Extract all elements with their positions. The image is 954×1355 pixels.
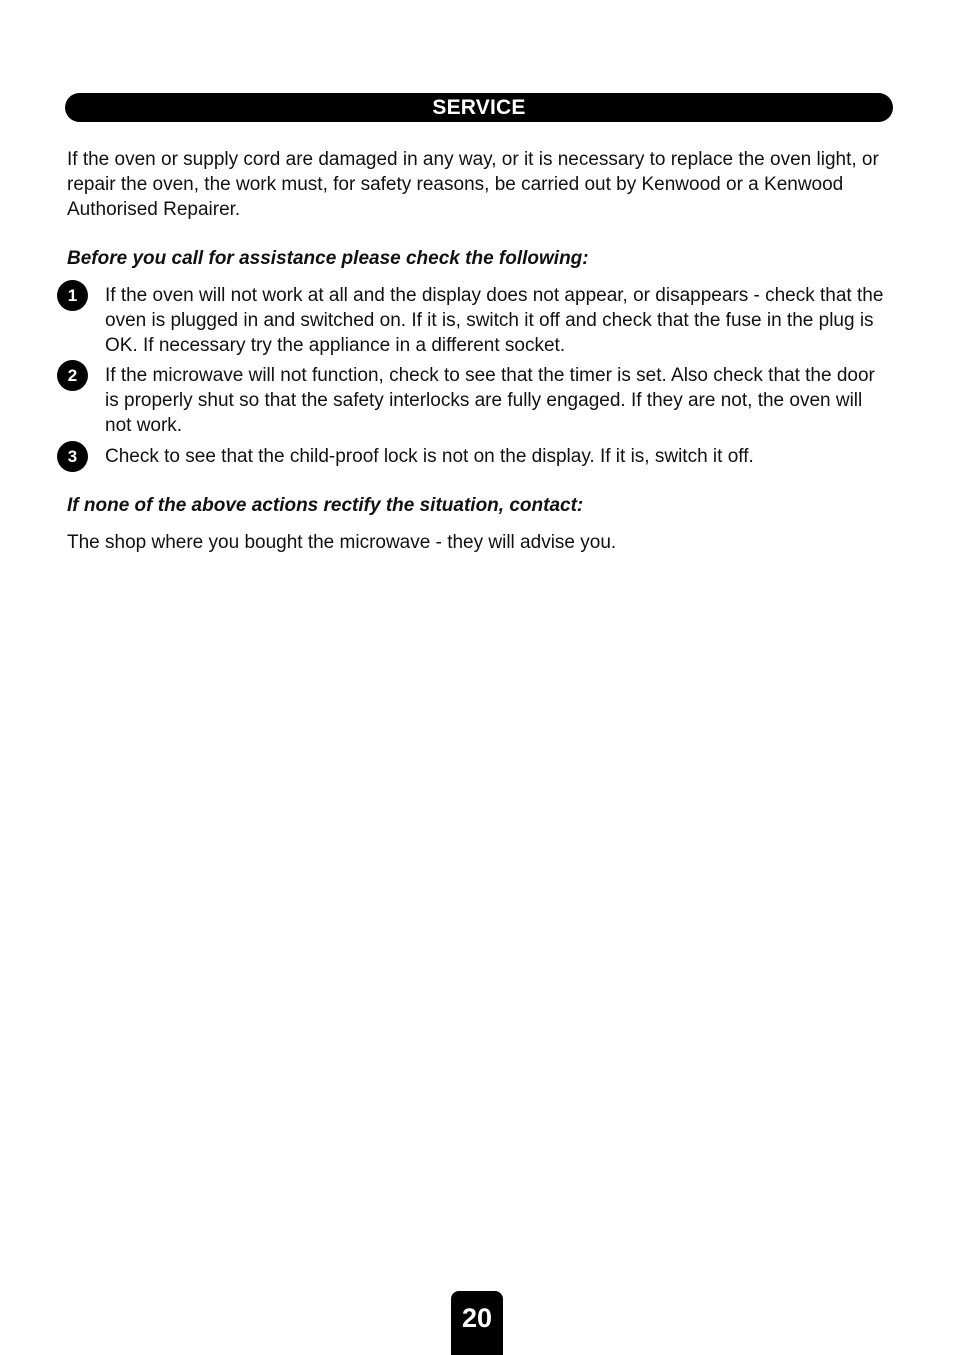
checklist-item-text: If the microwave will not function, check to see that the timer is set. Also check that the door is properly shut so that the safety interlocks are fully engaged. If they are not, the oven will not work. [105,365,875,436]
contact-paragraph: The shop where you bought the microwave - they will advise you. [67,532,617,553]
checklist-item [57,283,893,358]
section-header-bar [65,93,893,122]
section-title: SERVICE [432,95,526,119]
page-number-tab [451,1291,503,1355]
intro-paragraph: If the oven or supply cord are damaged in any way, or it is necessary to replace the oven light, or repair the oven, the work must, for safety reasons, be carried out by Kenwood or a Kenwood Authorised Repairer. [67,149,879,220]
checklist-heading: Before you call for assistance please check the following: [67,248,589,269]
checklist-item-text: Check to see that the child-proof lock is not on the display. If it is, switch it off. [105,446,754,467]
number-badge: 3 [57,441,88,472]
checklist-item-text: If the oven will not work at all and the display does not appear, or disappears - check that the oven is plugged in and switched on. If it is, switch it off and check that the fuse in the plug is OK. If necessary try the appliance in a different socket. [105,285,884,356]
number-badge: 2 [57,360,88,391]
number-badge: 1 [57,280,88,311]
checklist-item [57,363,893,438]
checklist-item [57,444,893,472]
page-number: 20 [461,1303,493,1333]
contact-heading: If none of the above actions rectify the situation, contact: [67,495,584,516]
